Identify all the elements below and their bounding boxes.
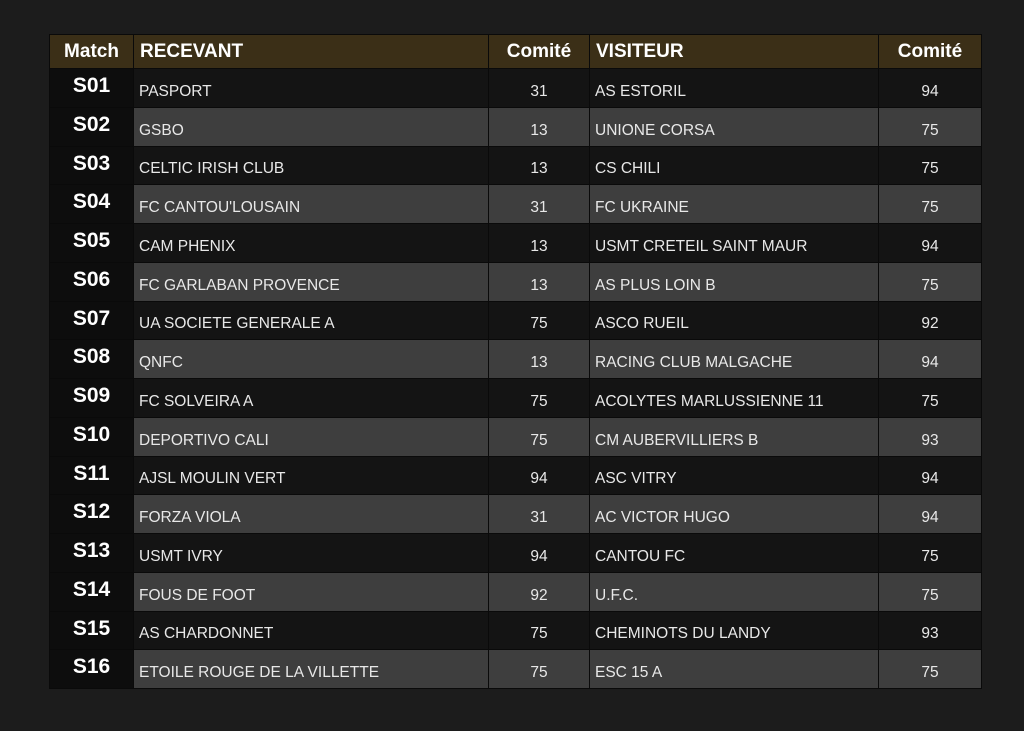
away-team: ASC VITRY — [590, 456, 879, 495]
table-row — [50, 417, 982, 456]
home-committee: 75 — [489, 650, 590, 689]
away-team: ESC 15 A — [590, 650, 879, 689]
home-committee: 31 — [489, 185, 590, 224]
away-team: ACOLYTES MARLUSSIENNE 11 — [590, 379, 879, 418]
match-code: S12 — [50, 495, 134, 534]
match-code: S02 — [50, 107, 134, 146]
home-team: PASPORT — [134, 69, 489, 108]
match-code: S05 — [50, 224, 134, 263]
table-row — [50, 340, 982, 379]
away-team: CM AUBERVILLIERS B — [590, 417, 879, 456]
fixtures-table — [49, 34, 982, 689]
home-team: FORZA VIOLA — [134, 495, 489, 534]
away-committee: 94 — [879, 495, 982, 534]
away-committee: 75 — [879, 262, 982, 301]
away-team: AC VICTOR HUGO — [590, 495, 879, 534]
home-team: ETOILE ROUGE DE LA VILLETTE — [134, 650, 489, 689]
table-row — [50, 224, 982, 263]
away-committee: 75 — [879, 379, 982, 418]
header-home: RECEVANT — [134, 35, 489, 69]
home-committee: 13 — [489, 107, 590, 146]
header-match: Match — [50, 35, 134, 69]
table-row — [50, 495, 982, 534]
home-committee: 13 — [489, 224, 590, 263]
table-header — [50, 35, 982, 69]
table-row — [50, 146, 982, 185]
home-team: FC GARLABAN PROVENCE — [134, 262, 489, 301]
table-row — [50, 650, 982, 689]
match-code: S07 — [50, 301, 134, 340]
home-team: QNFC — [134, 340, 489, 379]
table-row — [50, 107, 982, 146]
home-committee: 13 — [489, 146, 590, 185]
header-away: VISITEUR — [590, 35, 879, 69]
home-committee: 92 — [489, 572, 590, 611]
table-row — [50, 185, 982, 224]
table-row — [50, 379, 982, 418]
home-committee: 75 — [489, 379, 590, 418]
away-team: RACING CLUB MALGACHE — [590, 340, 879, 379]
away-committee: 75 — [879, 650, 982, 689]
match-code: S09 — [50, 379, 134, 418]
away-committee: 75 — [879, 185, 982, 224]
match-code: S15 — [50, 611, 134, 650]
home-committee: 13 — [489, 262, 590, 301]
table-body — [50, 69, 982, 689]
match-code: S16 — [50, 650, 134, 689]
match-code: S14 — [50, 572, 134, 611]
table-row — [50, 301, 982, 340]
home-committee: 94 — [489, 456, 590, 495]
away-team: UNIONE CORSA — [590, 107, 879, 146]
home-team: GSBO — [134, 107, 489, 146]
table-row — [50, 572, 982, 611]
match-code: S11 — [50, 456, 134, 495]
away-team: CS CHILI — [590, 146, 879, 185]
away-committee: 92 — [879, 301, 982, 340]
away-team: FC UKRAINE — [590, 185, 879, 224]
away-team: AS ESTORIL — [590, 69, 879, 108]
match-code: S04 — [50, 185, 134, 224]
away-committee: 75 — [879, 572, 982, 611]
away-team: CANTOU FC — [590, 534, 879, 573]
home-team: UA SOCIETE GENERALE A — [134, 301, 489, 340]
home-team: CAM PHENIX — [134, 224, 489, 263]
home-committee: 13 — [489, 340, 590, 379]
home-committee: 94 — [489, 534, 590, 573]
home-committee: 75 — [489, 611, 590, 650]
home-committee: 31 — [489, 495, 590, 534]
match-code: S13 — [50, 534, 134, 573]
table-row — [50, 456, 982, 495]
home-team: FC SOLVEIRA A — [134, 379, 489, 418]
home-team: FOUS DE FOOT — [134, 572, 489, 611]
table-row — [50, 262, 982, 301]
table-row — [50, 69, 982, 108]
home-committee: 75 — [489, 301, 590, 340]
home-team: AS CHARDONNET — [134, 611, 489, 650]
match-code: S10 — [50, 417, 134, 456]
away-committee: 93 — [879, 417, 982, 456]
away-committee: 94 — [879, 456, 982, 495]
away-committee: 94 — [879, 340, 982, 379]
home-committee: 31 — [489, 69, 590, 108]
header-row — [50, 35, 982, 69]
away-committee: 94 — [879, 69, 982, 108]
home-team: DEPORTIVO CALI — [134, 417, 489, 456]
home-team: FC CANTOU'LOUSAIN — [134, 185, 489, 224]
table-row — [50, 534, 982, 573]
home-team: AJSL MOULIN VERT — [134, 456, 489, 495]
home-committee: 75 — [489, 417, 590, 456]
away-committee: 75 — [879, 534, 982, 573]
match-code: S03 — [50, 146, 134, 185]
match-code: S01 — [50, 69, 134, 108]
away-committee: 75 — [879, 146, 982, 185]
match-code: S06 — [50, 262, 134, 301]
header-home-committee: Comité — [489, 35, 590, 69]
away-committee: 93 — [879, 611, 982, 650]
away-committee: 75 — [879, 107, 982, 146]
home-team: USMT IVRY — [134, 534, 489, 573]
away-team: USMT CRETEIL SAINT MAUR — [590, 224, 879, 263]
away-team: CHEMINOTS DU LANDY — [590, 611, 879, 650]
home-team: CELTIC IRISH CLUB — [134, 146, 489, 185]
away-committee: 94 — [879, 224, 982, 263]
away-team: U.F.C. — [590, 572, 879, 611]
away-team: AS PLUS LOIN B — [590, 262, 879, 301]
table-row — [50, 611, 982, 650]
match-code: S08 — [50, 340, 134, 379]
header-away-committee: Comité — [879, 35, 982, 69]
away-team: ASCO RUEIL — [590, 301, 879, 340]
